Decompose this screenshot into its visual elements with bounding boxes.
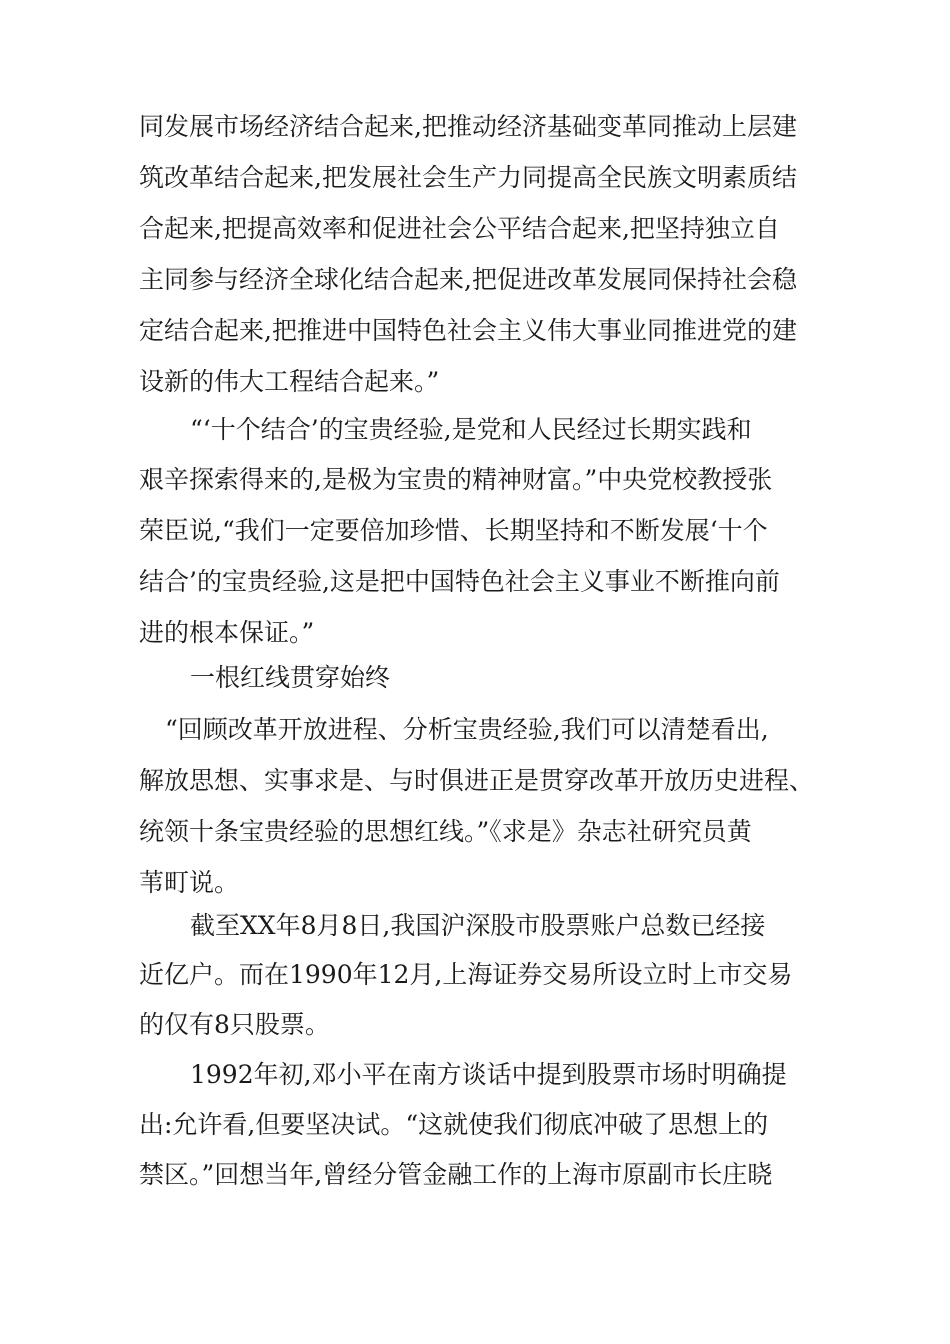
text-line: 同发展市场经济结合起来,把推动经济基础变革同推动上层建	[139, 112, 797, 141]
text-line: 统领十条宝贵经验的思想红线。”《求是》杂志社研究员黄	[139, 817, 752, 846]
text-line: 荣臣说,“我们一定要倍加珍惜、长期坚持和不断发展‘十个	[139, 516, 768, 545]
text-line: 禁区。”回想当年,曾经分管金融工作的上海市原副市长庄晓	[139, 1160, 773, 1189]
text-line: 结合’的宝贵经验,这是把中国特色社会主义事业不断推向前	[139, 567, 780, 596]
text-line: 解放思想、实事求是、与时俱进正是贯穿改革开放历史进程、	[139, 766, 815, 795]
text-line: 出:允许看,但要坚决试。“这就使我们彻底冲破了思想上的	[139, 1110, 769, 1139]
text-line: 合起来,把提高效率和促进社会公平结合起来,把坚持独立自	[139, 214, 780, 243]
text-line: 筑改革结合起来,把发展社会生产力同提高全民族文明素质结	[139, 163, 797, 192]
text-line: 主同参与经济全球化结合起来,把促进改革发展同保持社会稳	[139, 265, 797, 294]
text-line: 的仅有8只股票。	[139, 1010, 330, 1039]
text-line: 艰辛探索得来的,是极为宝贵的精神财富。”中央党校教授张	[139, 465, 773, 494]
text-line: 苇町说。	[139, 868, 240, 897]
text-line: 定结合起来,把推进中国特色社会主义伟大事业同推进党的建	[139, 316, 797, 345]
text-line: 进的根本保证。”	[139, 618, 315, 647]
text-line: 截至XX年8月8日,我国沪深股市股票账户总数已经接	[190, 911, 766, 940]
section-heading: 一根红线贯穿始终	[190, 663, 391, 692]
text-line: 1992年初,邓小平在南方谈话中提到股票市场时明确提	[190, 1060, 787, 1089]
text-line: 近亿户。而在1990年12月,上海证券交易所设立时上市交易	[139, 960, 793, 989]
text-line: “‘十个结合’的宝贵经验,是党和人民经过长期实践和	[190, 415, 752, 444]
text-line: “回顾改革开放进程、分析宝贵经验,我们可以清楚看出,	[165, 715, 769, 744]
text-line: 设新的伟大工程结合起来。”	[139, 367, 440, 396]
